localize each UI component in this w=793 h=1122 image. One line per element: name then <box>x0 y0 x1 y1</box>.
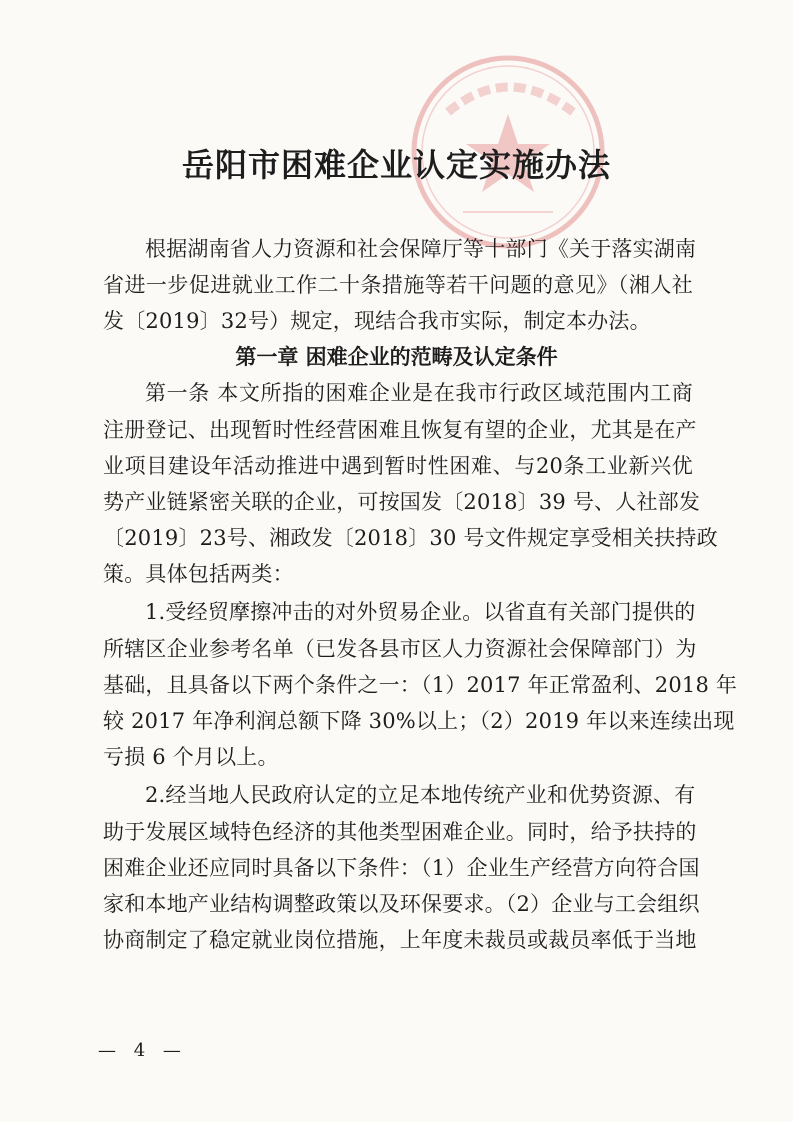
page-number: — 4 — <box>98 1040 187 1061</box>
paragraph-line: 策。具体包括两类： <box>103 562 294 586</box>
document-title: 岳阳市困难企业认定实施办法 <box>181 146 611 184</box>
paragraph-line: 根据湖南省人力资源和社会保障厅等十部门《关于落实湖南 <box>145 237 697 261</box>
paragraph-line: 较 2017 年净利润总额下降 30%以上；（2）2019 年以来连续出现 <box>103 709 735 733</box>
paragraph-line: 1.受经贸摩擦冲击的对外贸易企业。以省直有关部门提供的 <box>145 600 696 624</box>
paragraph-line: 注册登记、出现暂时性经营困难且恢复有望的企业，尤其是在产 <box>103 418 697 442</box>
paragraph-line: 家和本地产业结构调整政策以及环保要求。（2）企业与工会组织 <box>103 892 700 916</box>
paragraph-line: 亏损 6 个月以上。 <box>103 745 279 769</box>
paragraph-line: 势产业链紧密关联的企业，可按国发〔2018〕39 号、人社部发 <box>103 490 701 514</box>
paragraph-line: 第一条 本文所指的困难企业是在我市行政区域范围内工商 <box>145 381 693 405</box>
paragraph-line: 助于发展区域特色经济的其他类型困难企业。同时，给予扶持的 <box>103 820 697 844</box>
paragraph-line: 〔2019〕23号、湘政发〔2018〕30 号文件规定享受相关扶持政 <box>103 526 718 550</box>
paragraph-line: 2.经当地人民政府认定的立足本地传统产业和优势资源、有 <box>145 783 696 807</box>
chapter-heading: 第一章 困难企业的范畴及认定条件 <box>235 345 558 369</box>
paragraph-line: 所辖区企业参考名单（已发各县市区人力资源社会保障部门）为 <box>103 637 697 661</box>
paragraph-line: 省进一步促进就业工作二十条措施等若干问题的意见》（湘人社 <box>103 273 693 297</box>
paragraph-line: 困难企业还应同时具备以下条件：（1）企业生产经营方向符合国 <box>103 856 700 880</box>
paragraph-line: 发〔2019〕32号）规定，现结合我市实际，制定本办法。 <box>103 309 651 333</box>
paragraph-line: 基础，且具备以下两个条件之一：（1）2017 年正常盈利、2018 年 <box>103 673 738 697</box>
paragraph-line: 协商制定了稳定就业岗位措施，上年度未裁员或裁员率低于当地 <box>103 928 697 952</box>
paragraph-line: 业项目建设年活动推进中遇到暂时性困难、与20条工业新兴优 <box>103 454 693 478</box>
